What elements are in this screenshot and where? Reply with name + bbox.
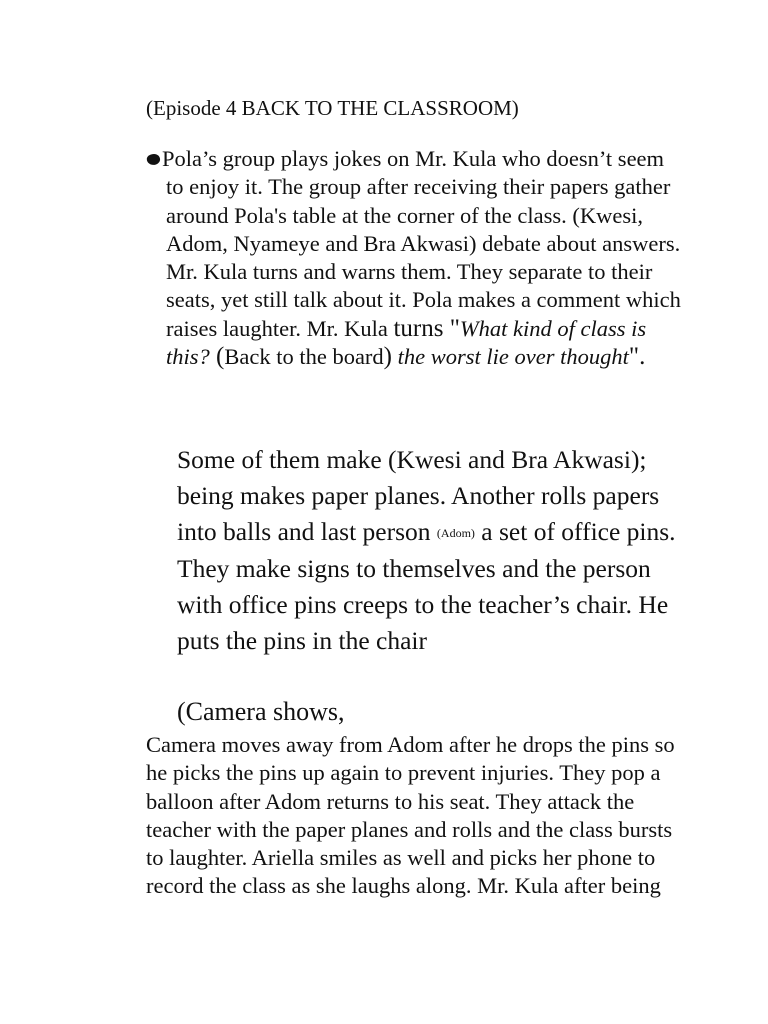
- pranks-text-after: a set of office pins. They make signs to themselves and the person with office pins creeps to the teacher’s chair. He puts the pins in the chair: [177, 517, 676, 655]
- episode-heading: (Episode 4 BACK TO THE CLASSROOM): [146, 96, 519, 120]
- open-quote: ": [443, 314, 460, 342]
- close-paren: ): [383, 343, 392, 371]
- scene-description-paragraph: [146, 145, 686, 371]
- scene-description-text: Pola’s group plays jokes on Mr. Kula who doesn’t seem to enjoy it. The group after receiving their papers gather around Pola's table at the corner of the class. (Kwesi, Adom, Nyameye and Bra Akwasi) debate about answers. Mr. Kula turns and warns them. They separate to their seats, yet still talk about it. Pola makes a comment which raises laughter. Mr. Kula: [162, 146, 681, 341]
- pranks-paragraph: [177, 442, 697, 659]
- dialogue-part-2: the worst lie over thought: [392, 344, 629, 370]
- turns-word: turns: [393, 314, 444, 342]
- pranks-text-before: Some of them make (Kwesi and Bra Akwasi); being makes paper planes. Another rolls papers into balls and last person: [177, 445, 660, 546]
- close-quote: ".: [628, 343, 646, 371]
- bullet-paragraph: [146, 145, 686, 371]
- stage-direction: Back to the board: [224, 344, 384, 370]
- adom-note: (Adom): [436, 526, 475, 540]
- camera-shows-line: (Camera shows,: [177, 697, 345, 726]
- camera-paragraph: Camera moves away from Adom after he drops the pins so he picks the pins up again to prevent injuries. They pop a balloon after Adom returns to his seat. They attack the teacher with the paper planes and rolls and the class bursts to laughter. Ariella smiles as well and picks her phone to record the class as she laughs along. Mr. Kula after being: [146, 732, 675, 899]
- open-paren: (: [209, 343, 225, 371]
- dialogue-part-1: What kind of class is this?: [166, 315, 647, 370]
